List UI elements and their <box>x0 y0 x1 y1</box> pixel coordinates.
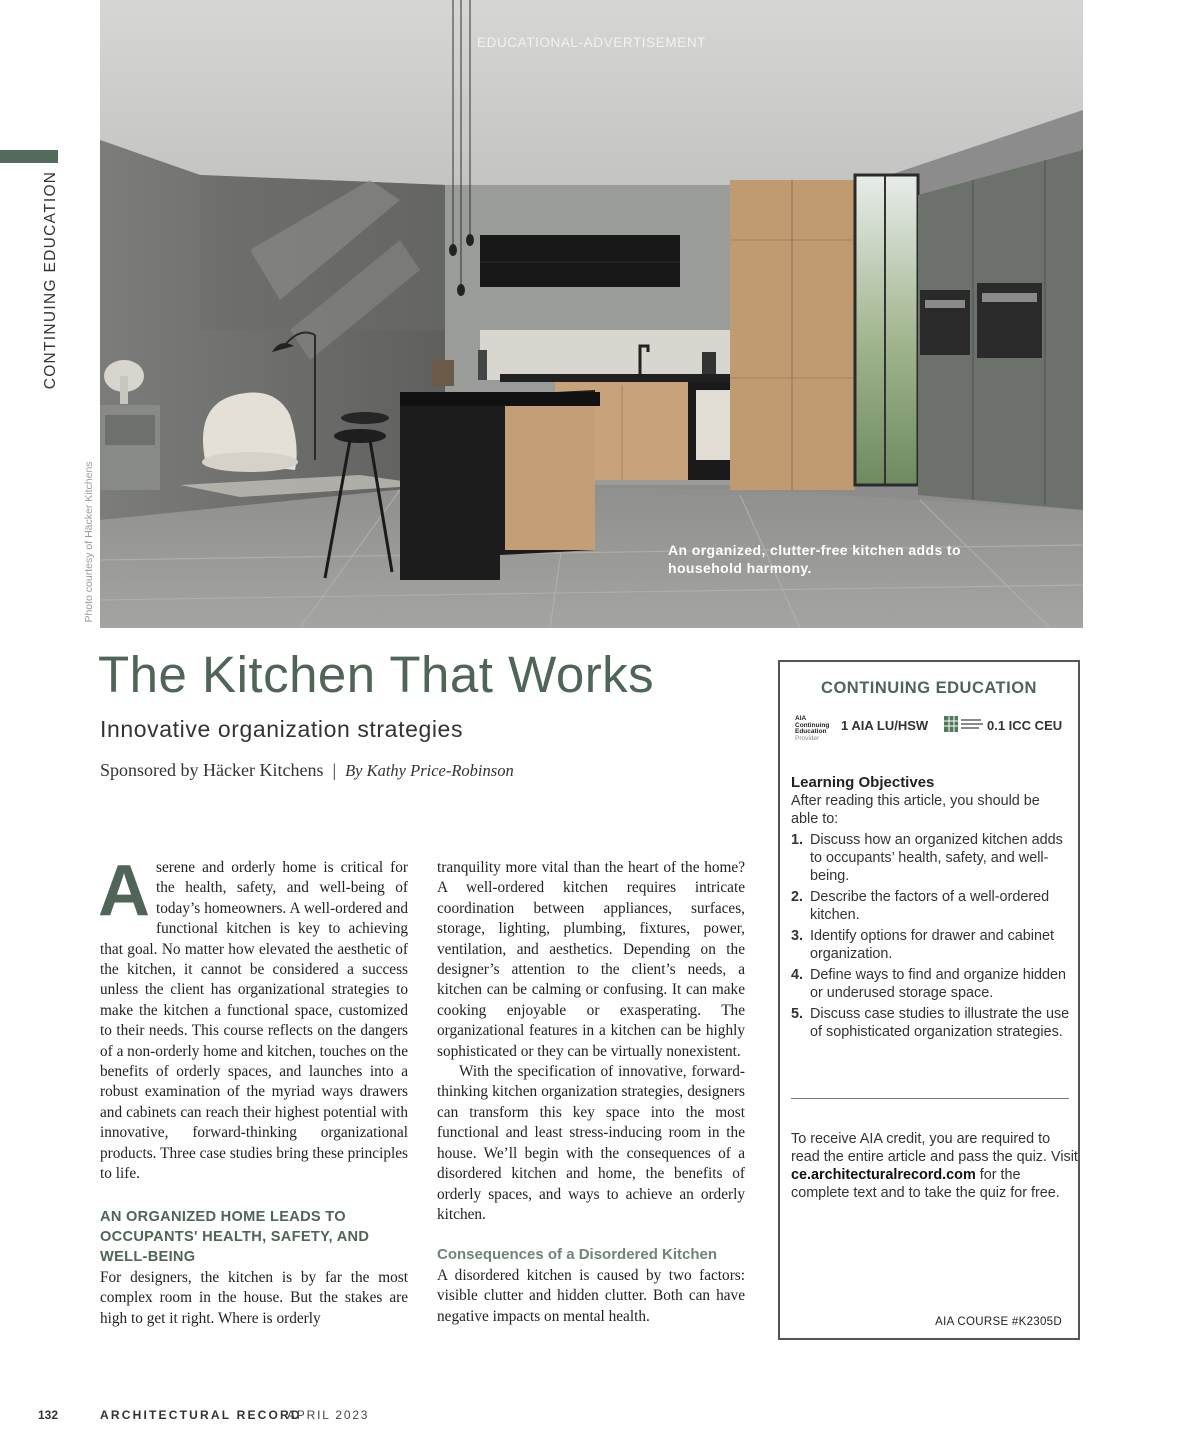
section-tab-bar <box>0 150 58 163</box>
page-number: 132 <box>38 1408 59 1422</box>
ce-divider <box>791 1098 1069 1099</box>
kitchen-illustration <box>100 0 1083 628</box>
subsection-paragraph: A disordered kitchen is caused by two factors: visible clutter and hidden clutter. Both can have negative impacts on mental health. <box>437 1266 745 1325</box>
credit-note: To receive AIA credit, you are required to read the entire article and pass the quiz. Visit ce.architecturalrecord.com for the complete text and to take the quiz for free. <box>791 1131 1078 1201</box>
objective-item: 4. Define ways to find and organize hidden or underused storage space. <box>791 967 1067 1001</box>
intro-text: serene and orderly home is critical for the health, safety, and well-being of today’s homeowners. A well-ordered and functional kitchen is key to achieving that goal. No matter how elevated the aesthetic of the kitchen, it cannot be considered a success unless the client has organizational strategies to make the kitchen a functional space, customized to their needs. This course reflects on the dangers of a non-orderly home and kitchen, touches on the benefits of orderly spaces, and launches into a robust examination of the myriad ways drawers and cabinets can reach their highest potential with innovative, forward-thinking organizational products. Three case studies bring these principles to life. <box>100 859 408 1183</box>
ce-website-link: ce.architecturalrecord.com <box>791 1167 976 1183</box>
section-side-label: CONTINUING EDUCATION <box>42 170 59 390</box>
publication-name: ARCHITECTURAL RECORD <box>100 1408 302 1422</box>
author-name: By Kathy Price-Robinson <box>345 761 514 780</box>
credits-row <box>793 714 1073 742</box>
byline <box>100 760 514 781</box>
aia-provider-logo: AIA Continuing Education Provider <box>795 715 830 742</box>
objective-item: 2. Describe the factors of a well-ordered kitchen. <box>791 889 1050 923</box>
continuing-education-box <box>778 660 1080 1340</box>
section-paragraph: For designers, the kitchen is by far the most complex room in the house. But the stakes are high to get it right. Where is orderly <box>100 1268 408 1327</box>
article-title: The Kitchen That Works <box>98 646 655 703</box>
body-column-2 <box>437 858 745 1327</box>
intro-paragraph <box>98 851 408 1185</box>
section-heading: AN ORGANIZED HOME LEADS TO OCCUPANTS' HEALTH, SAFETY, AND WELL-BEING <box>100 1208 370 1266</box>
photo-credit: Photo courtesy of Häcker Kitchens <box>83 461 95 623</box>
objective-item: 1. Discuss how an organized kitchen adds to occupants’ health, safety, and well-being. <box>791 832 1063 884</box>
article-subtitle: Innovative organization strategies <box>100 716 464 742</box>
icc-credit: 0.1 ICC CEU <box>987 718 1063 733</box>
advertisement-label: EDUCATIONAL-ADVERTISEMENT <box>476 35 707 50</box>
hero-photo <box>100 0 1083 628</box>
learning-objectives-intro: After reading this article, you should be able to: <box>791 793 1040 827</box>
course-number: AIA COURSE #K2305D <box>935 1316 1062 1328</box>
objective-item: 5. Discuss case studies to illustrate the use of sophisticated organization strategies. <box>791 1006 1070 1040</box>
subsection-heading: Consequences of a Disordered Kitchen <box>437 1246 718 1264</box>
aia-credit: 1 AIA LU/HSW <box>841 718 929 733</box>
photo-caption: An organized, clutter-free kitchen adds to household harmony. <box>668 542 961 576</box>
body-paragraph: With the specification of innovative, forward-thinking kitchen organization strategies, designers can transform this key space into the most functional and least stress-inducing room in the house. We’ll begin with the consequences of a disordered kitchen and home, the benefits of orderly spaces, and ways to achieve an orderly kitchen. <box>437 1063 745 1223</box>
learning-objectives-list <box>791 831 1073 1044</box>
page-footer <box>38 1408 370 1422</box>
objective-item: 3. Identify options for drawer and cabinet organization. <box>791 928 1054 962</box>
ce-box-title: CONTINUING EDUCATION <box>821 679 1037 697</box>
learning-objectives-heading: Learning Objectives <box>791 774 935 791</box>
byline-separator: | <box>332 760 337 780</box>
issue-date: APRIL 2023 <box>287 1408 370 1422</box>
body-paragraph: tranquility more vital than the heart of the home? A well-ordered kitchen requires intricate coordination between appliances, surfaces, storage, lighting, plumbing, fixtures, power, ventilation, and aesthetics. Depending on the designer’s attention to the client’s needs, a kitchen can be calming or confusing. It can make cooking enjoyable or exasperating. The organizational features in a kitchen can be highly sophisticated or they can be virtually nonexistent. <box>437 859 745 1060</box>
icc-provider-logo <box>943 714 989 734</box>
drop-cap: A <box>98 851 150 931</box>
body-column-1 <box>98 851 408 1329</box>
sponsor-line: Sponsored by Häcker Kitchens <box>100 760 324 780</box>
